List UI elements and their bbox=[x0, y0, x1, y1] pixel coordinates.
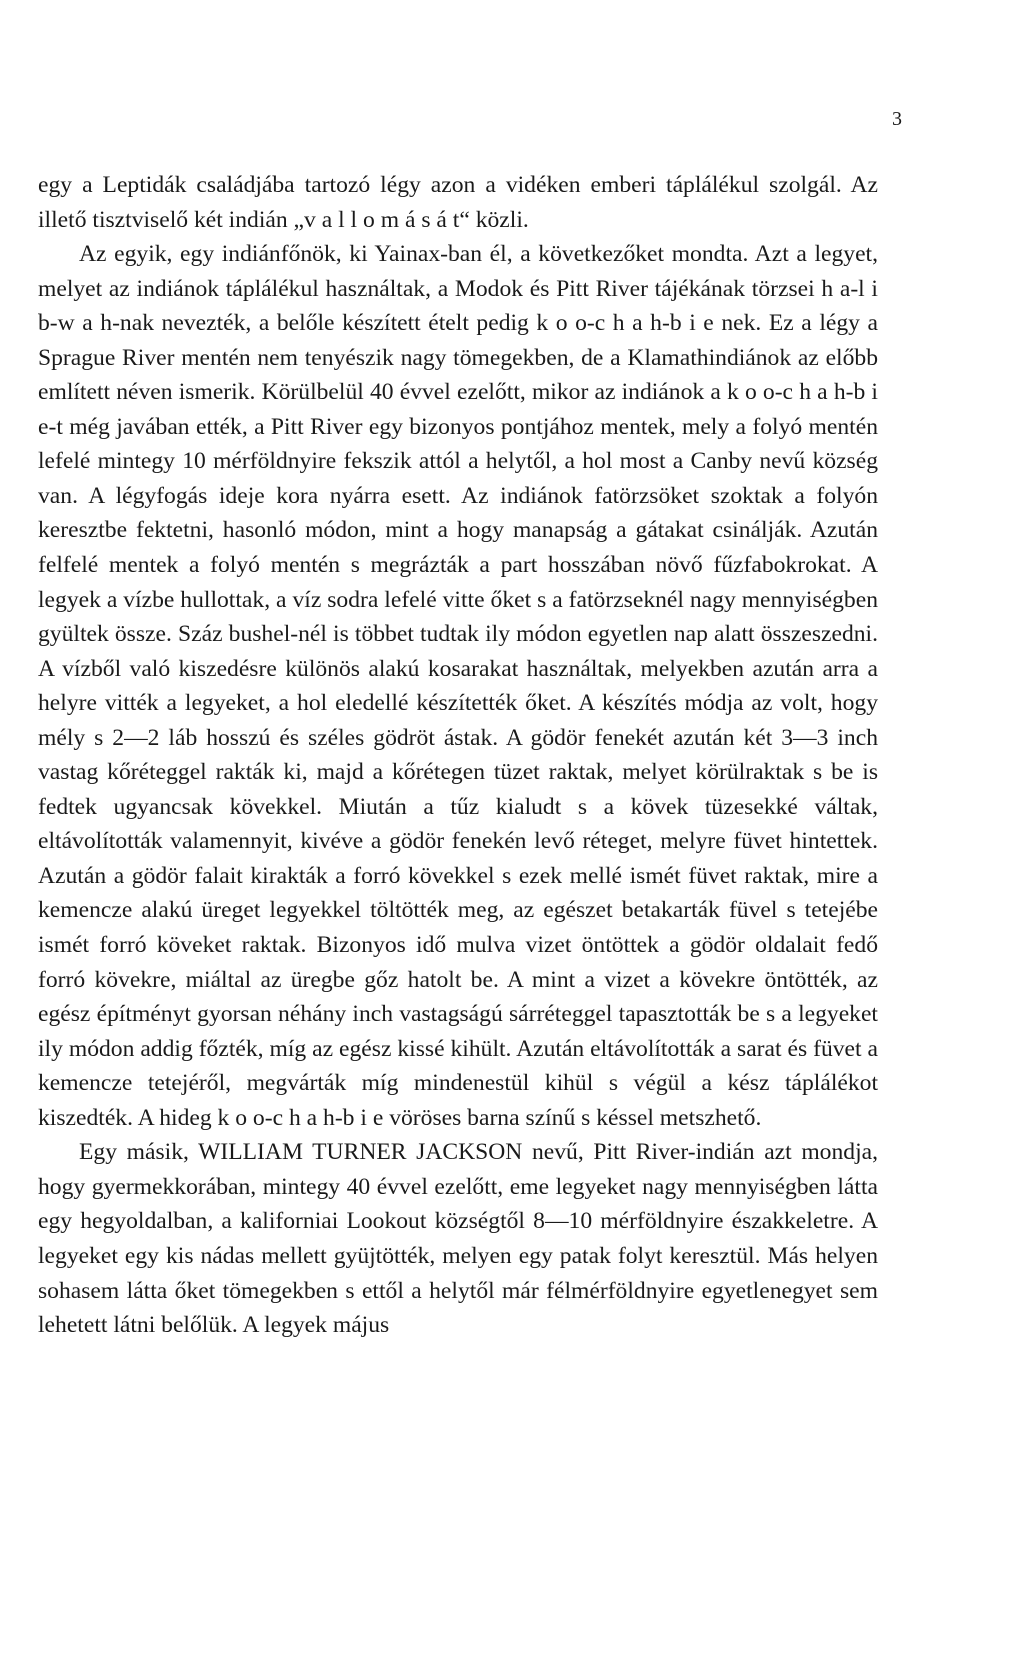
paragraph: Az egyik, egy indiánfőnök, ki Yainax-ban él, a következőket mondta. Azt a legyet, melyet az indiánok táplálékul használtak, a Modok és Pitt River tájékának törzsei h a-l i b-w a h-nak nevezték, a belőle készített ételt pedig k o o-c h a h-b i e nek. Ez a légy a Sprague River mentén nem tenyészik nagy tömegekben, de a Klamathindiánok az előbb említett néven ismerik. Körülbelül 40 évvel ezelőtt, mikor az indiánok a k o o-c h a h-b i e-t még javában ették, a Pitt River egy bizonyos pontjához mentek, mely a folyó mentén lefelé mintegy 10 mérföldnyire fekszik attól a helytől, a hol most a Canby nevű község van. A légyfogás ideje kora nyárra esett. Az indiánok fatörzsöket szoktak a folyón keresztbe fektetni, hasonló módon, mint a hogy manapság a gátakat csinálják. Azután felfelé mentek a folyó mentén s megrázták a part hosszában növő fűzfabokrokat. A legyek a vízbe hullottak, a víz sodra lefelé vitte őket s a fatörzseknél nagy mennyiségben gyültek össze. Száz bushel-nél is többet tudtak ily módon egyetlen nap alatt összeszedni. A vízből való kiszedésre különös alakú kosarakat használtak, melyekben azután arra a helyre vitték a legyeket, a hol eledellé készítették őket. A készítés módja az volt, hogy mély s 2—2 láb hosszú és széles gödröt ástak. A gödör fenekét azután két 3—3 inch vastag kőréteggel rakták ki, majd a kőrétegen tüzet raktak, melyet körülraktak s be is fedtek ugyancsak kövekkel. Miután a tűz kialudt s a kövek tüzesekké váltak, eltávolították valamennyit, kivéve a gödör fenekén levő réteget, melyre füvet hintettek. Azután a gödör falait kirakták a forró kövekkel s ezek mellé ismét füvet raktak, mire a kemencze alakú üreget legyekkel töltötték meg, az egészet betakarták füvel s tetejébe ismét forró köveket raktak. Bizonyos idő mulva vizet öntöttek a gödör oldalait fedő forró kövekre, miáltal az üregbe gőz hatolt be. A mint a vizet a kövekre öntötték, az egész építményt gyorsan néhány inch vastagságú sárréteggel tapasztották be s a legyeket ily módon addig főzték, míg az egész kissé kihült. Azután eltávolították a sarat és füvet a kemencze tetejéről, megvárták míg mindenestül kihül s végül a kész táplálékot kiszedték. A hideg k o o-c h a h-b i e vöröses barna színű s késsel metszhető. bbox=[38, 241, 878, 1131]
body-text bbox=[38, 168, 878, 1343]
page-number: 3 bbox=[892, 108, 902, 130]
paragraph: Egy másik, WILLIAM TURNER JACKSON nevű, Pitt River-indián azt mondja, hogy gyermekkorában, mintegy 40 évvel ezelőtt, eme legyeket nagy mennyiségben látta egy hegyoldalban, a kaliforniai Lookout községtől 8—10 mérföldnyire északkeletre. A legyeket egy kis nádas mellett gyüjtötték, melyen egy patak folyt keresztül. Más helyen sohasem látta őket tömegekben s ettől a helytől már félmérföldnyire egyetlenegyet sem lehetett látni belőlük. A legyek május bbox=[38, 1139, 878, 1339]
paragraph: egy a Leptidák családjába tartozó légy azon a vidéken emberi táplálékul szolgál. Az illető tisztviselő két indián „v a l l o m á s á t“ közli. bbox=[38, 172, 878, 233]
